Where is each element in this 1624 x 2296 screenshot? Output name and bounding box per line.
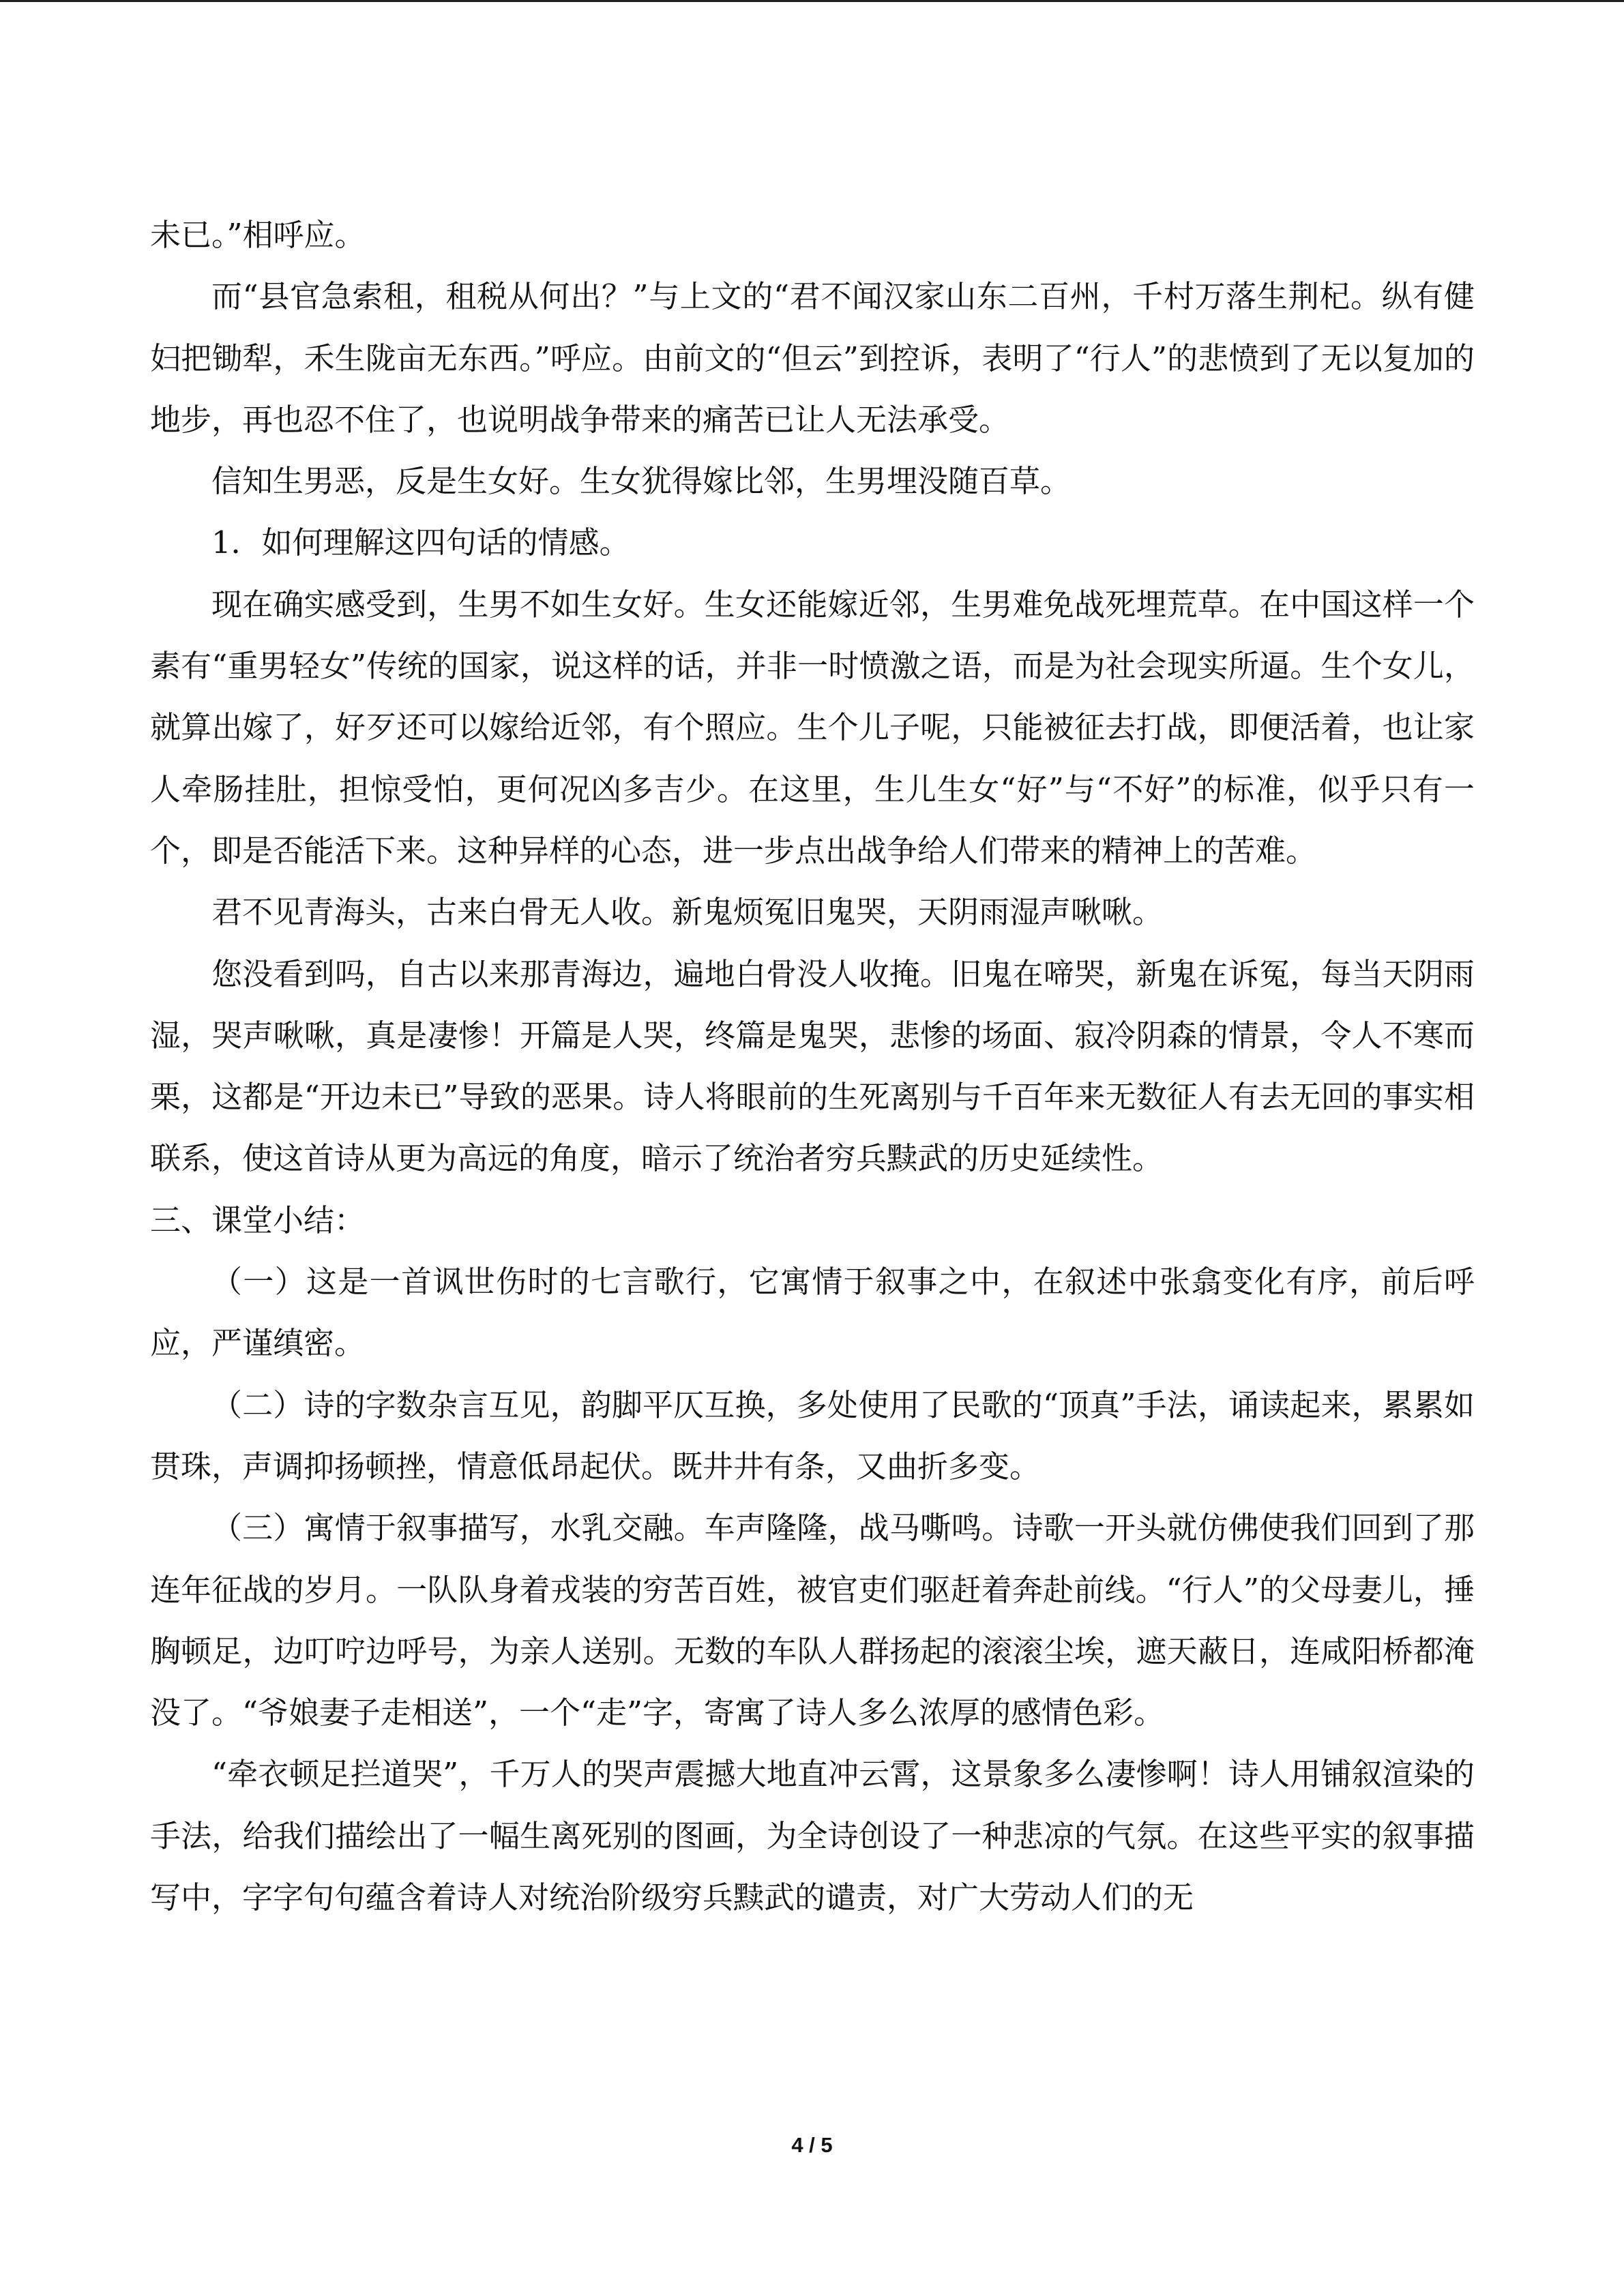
section-heading-summary: 三、课堂小结：: [150, 1202, 366, 1238]
poem-line-2: 君不见青海头，古来白骨无人收。新鬼烦冤旧鬼哭，天阴雨湿声啾啾。: [211, 894, 1164, 931]
question-1: 1．如何理解这四句话的情感。: [211, 524, 630, 561]
summary-point-3: （三）寓情于叙事描写，水乳交融。车声隆隆，战马嘶鸣。诗歌一开头就仿佛使我们回到了那连年征战的岁月。一队队身着戎装的穷苦百姓，被官吏们驱赶着奔赴前线。“行人”的父母妻儿，捶胸顿足，边叮咛边呼号，为亲人送别。无数的车队人群扬起的滚滚尘埃，遮天蔽日，连咸阳桥都淹没了。“爷娘妻子走相送”，一个“走”字，寄寓了诗人多么浓厚的感情色彩。: [150, 1510, 1475, 1731]
summary-point-1: （一）这是一首讽世伤时的七言歌行，它寓情于叙事之中，在叙述中张翕变化有序，前后呼应，严谨缜密。: [150, 1264, 1475, 1362]
document-body: [150, 205, 1475, 1928]
paragraph-2: 而“县官急索租，租税从何出？”与上文的“君不闻汉家山东二百州，千村万落生荆杞。纵有健妇把锄犁，禾生陇亩无东西。”呼应。由前文的“但云”到控诉，表明了“行人”的悲愤到了无以复加的地步，再也忍不住了，也说明战争带来的痛苦已让人无法承受。: [150, 278, 1475, 438]
summary-point-2: （二）诗的字数杂言互见，韵脚平仄互换，多处使用了民歌的“顶真”手法，诵读起来，累累如贯珠，声调抑扬顿挫，情意低昂起伏。既井井有条，又曲折多变。: [150, 1386, 1475, 1485]
paragraph-4: 您没看到吗，自古以来那青海边，遍地白骨没人收掩。旧鬼在啼哭，新鬼在诉冤，每当天阴雨湿，哭声啾啾，真是凄惨！开篇是人哭，终篇是鬼哭，悲惨的场面、寂冷阴森的情景，令人不寒而栗，这都是“开边未已”导致的恶果。诗人将眼前的生死离别与千百年来无数征人有去无回的事实相联系，使这首诗从更为高远的角度，暗示了统治者穷兵黩武的历史延续性。: [150, 955, 1475, 1177]
poem-line-1: 信知生男恶，反是生女好。生女犹得嫁比邻，生男埋没随百草。: [211, 463, 1072, 500]
top-border-line: [0, 0, 1624, 2]
paragraph-3: 现在确实感受到，生男不如生女好。生女还能嫁近邻，生男难免战死埋荒草。在中国这样一个素有“重男轻女”传统的国家，说这样的话，并非一时愤激之语，而是为社会现实所逼。生个女儿，就算出嫁了，好歹还可以嫁给近邻，有个照应。生个儿子呢，只能被征去打战，即便活着，也让家人牵肠挂肚，担惊受怕，更何况凶多吉少。在这里，生儿生女“好”与“不好”的标准，似乎只有一个，即是否能活下来。这种异样的心态，进一步点出战争给人们带来的精神上的苦难。: [150, 586, 1475, 869]
page-number: 4 / 5: [791, 2133, 833, 2157]
paragraph-1: 未已。”相呼应。: [150, 217, 366, 253]
paragraph-5: “牵衣顿足拦道哭”，千万人的哭声震撼大地直冲云霄，这景象多么凄惨啊！诗人用铺叙渲染的手法，给我们描绘出了一幅生离死别的图画，为全诗创设了一种悲凉的气氛。在这些平实的叙事描写中，字字句句蕴含着诗人对统治阶级穷兵黩武的谴责，对广大劳动人们的无: [150, 1756, 1475, 1916]
